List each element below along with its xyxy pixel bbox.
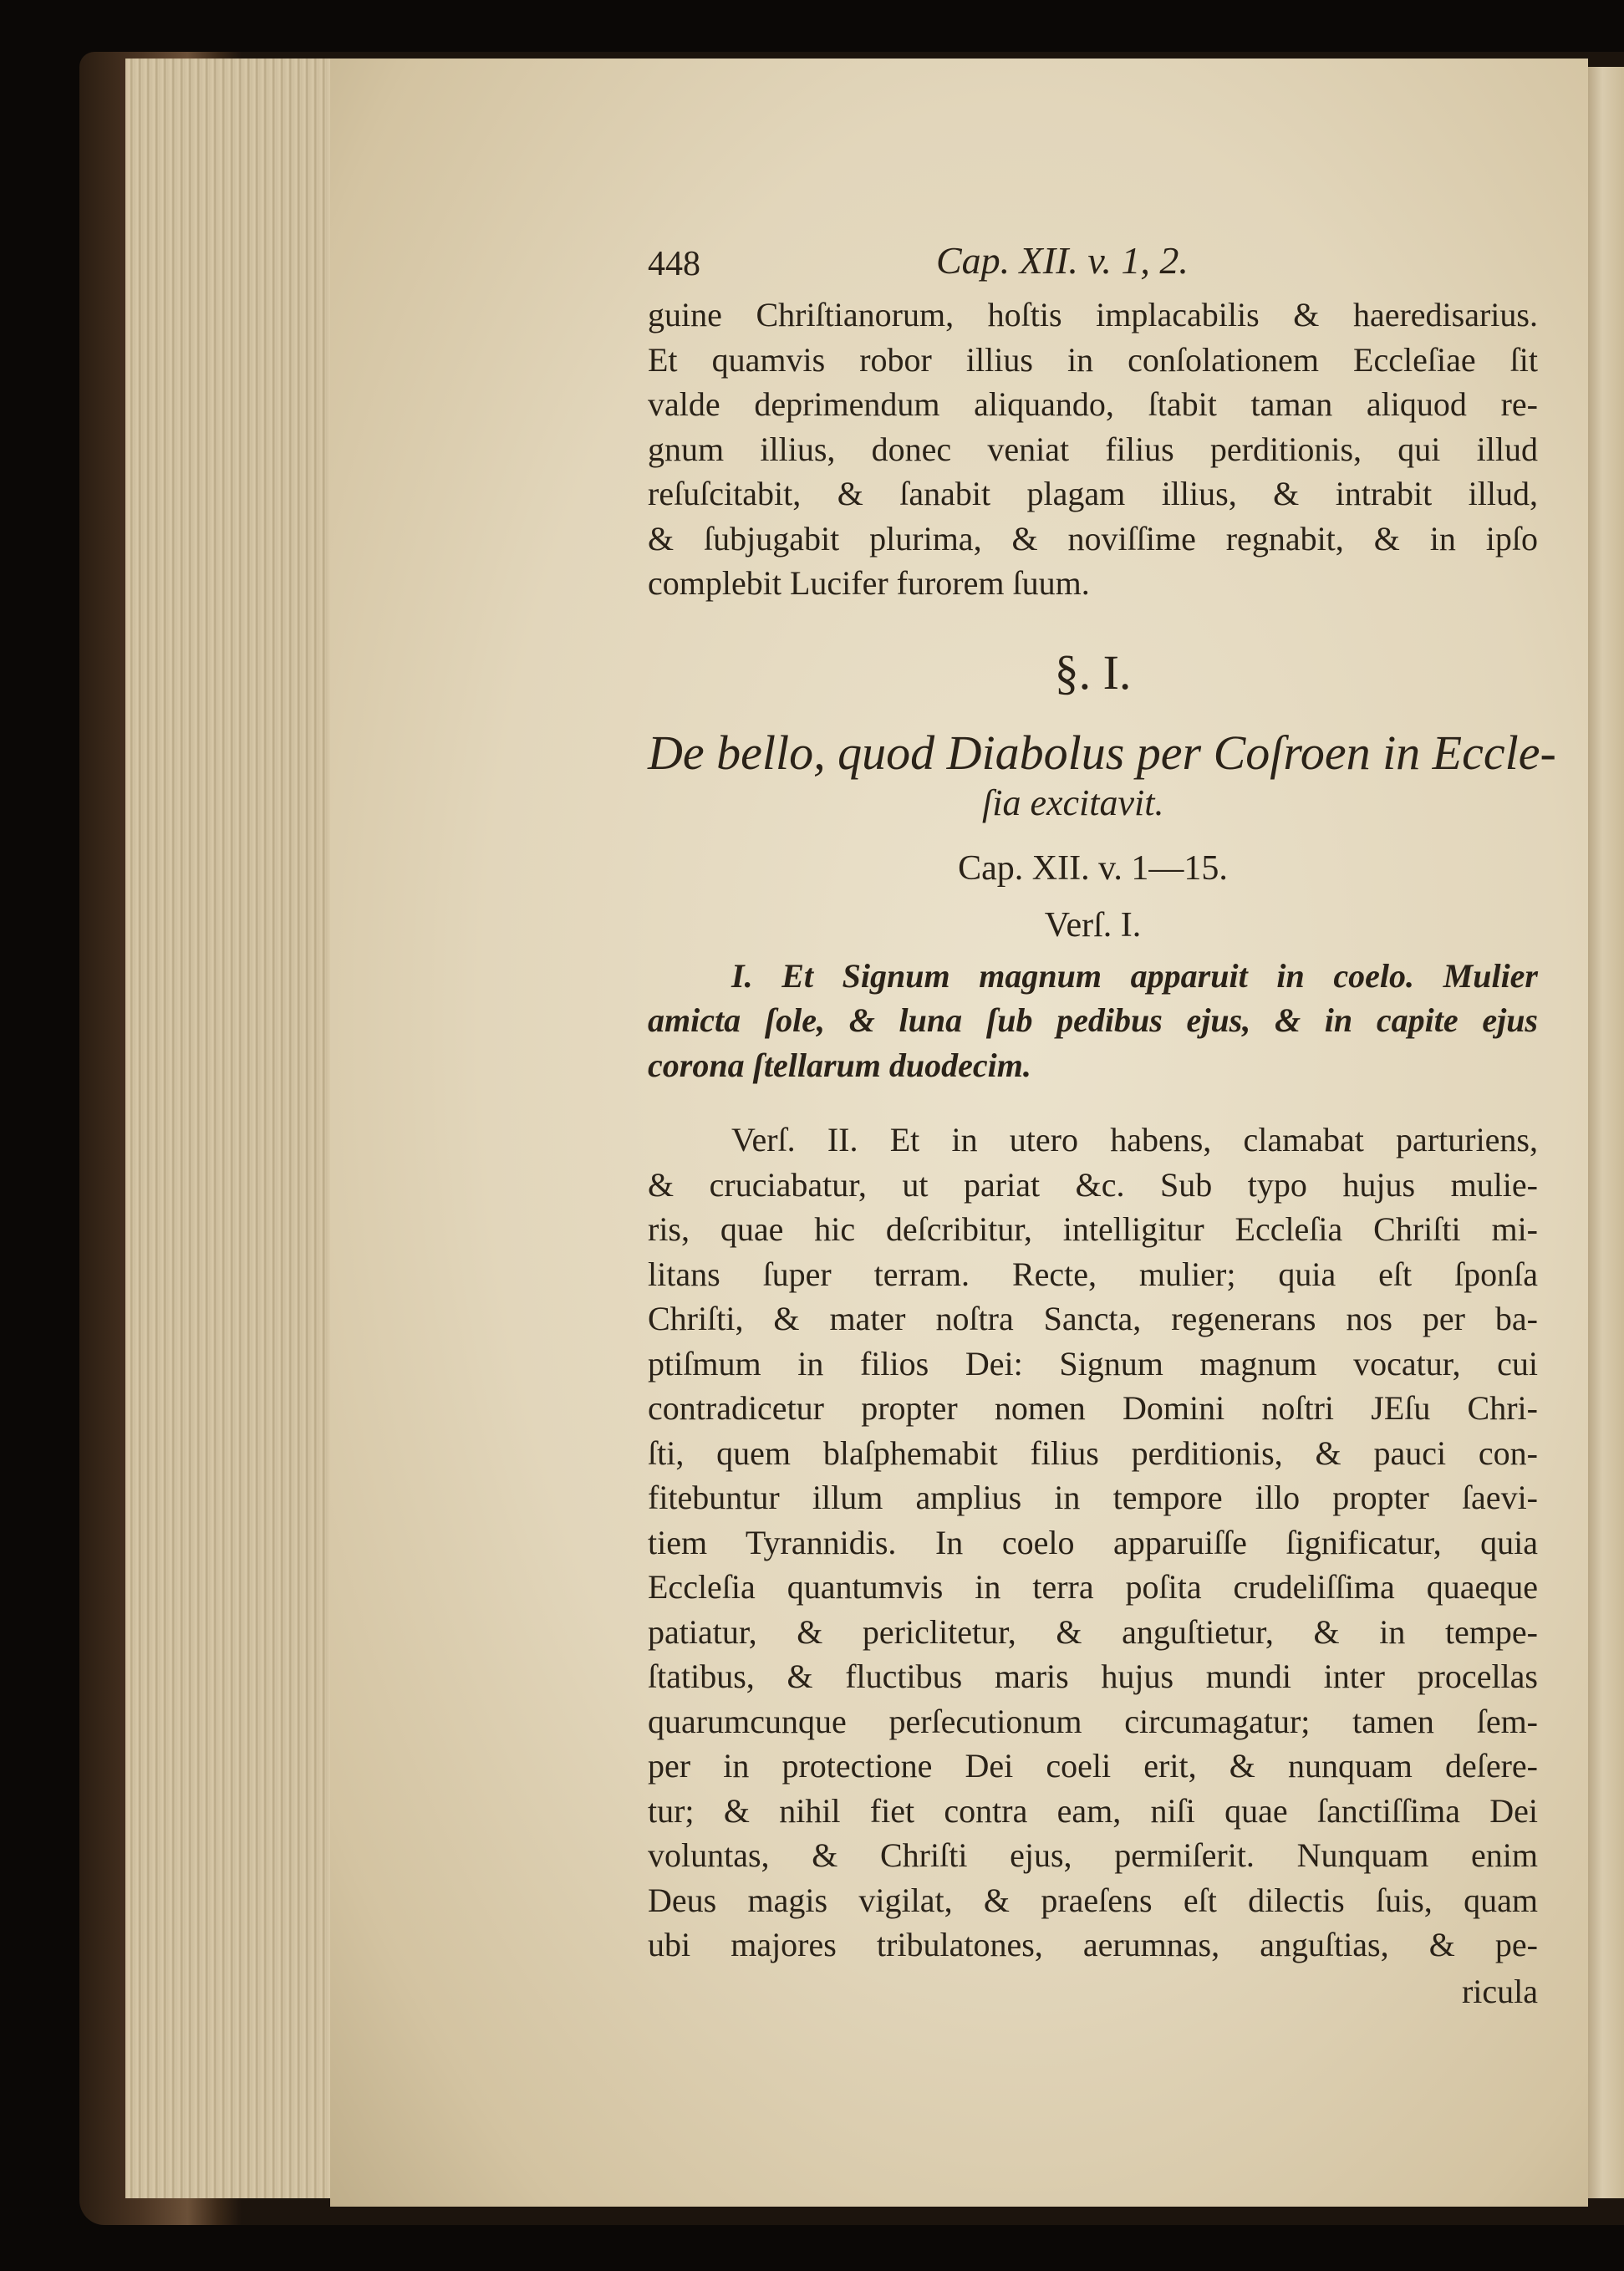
text-line: tur; & nihil fiet contra eam, niſi quae ſanctiſſima Dei — [648, 1791, 1538, 1830]
text-line: & ſubjugabit plurima, & noviſſime regnabit, & in ipſo — [648, 519, 1538, 558]
text-line: gnum illius, donec veniat filius perditionis, qui illud — [648, 430, 1538, 468]
text-line: tiem Tyrannidis. In coelo apparuiſſe ſignificatur, quia — [648, 1523, 1538, 1561]
section-title-line: De bello, quod Diabolus per Coſroen in Eccle- — [648, 725, 1556, 780]
text-line: voluntas, & Chriſti ejus, permiſerit. Nunquam enim — [648, 1836, 1538, 1874]
text-line: ſtatibus, & fluctibus maris hujus mundi inter procellas — [648, 1657, 1538, 1695]
text-line: quarumcunque perſecutionum circumagatur; tamen ſem- — [648, 1702, 1538, 1740]
text-line: & cruciabatur, ut pariat &c. Sub typo hujus mulie- — [648, 1165, 1538, 1204]
text-line: Deus magis vigilat, & praeſens eſt dilectis ſuis, quam — [648, 1881, 1538, 1919]
page-edges — [125, 59, 337, 2198]
text-line: ubi majores tribulatones, aerumnas, anguſtias, & pe- — [648, 1926, 1538, 1963]
verse-2-commentary — [648, 1118, 1538, 1968]
text-line: fitebuntur illum amplius in tempore illo propter ſaevi- — [648, 1479, 1538, 1516]
page-number: 448 — [648, 245, 700, 283]
verse-heading: Verſ. I. — [1044, 905, 1142, 945]
text-line: guine Chriſtianorum, hoſtis implacabilis & haeredisarius. — [648, 296, 1538, 334]
text-line: reſuſcitabit, & ſanabit plagam illius, & intrabit illud, — [648, 475, 1538, 512]
text-line: ris, quae hic deſcribitur, intelligitur Eccleſia Chriſti mi- — [648, 1210, 1538, 1248]
section-title-line: ſia excitavit. — [982, 782, 1164, 823]
text-line: patiatur, & periclitetur, & anguſtietur, & in tempe- — [648, 1612, 1538, 1651]
running-head — [648, 230, 1538, 293]
section-mark: §. I. — [1054, 644, 1132, 700]
text-line: complebit Lucifer furorem ſuum. — [648, 564, 1090, 602]
text-line: Eccleſia quantumvis in terra poſita crudeliſſima quaeque — [648, 1568, 1538, 1606]
text-line: ſti, quem blaſphemabit filius perditionis, & pauci con- — [648, 1433, 1538, 1472]
chapter-range: Cap. XII. v. 1—15. — [958, 848, 1228, 888]
text-line: litans ſuper terram. Recte, mulier; quia eſt ſponſa — [648, 1255, 1538, 1293]
text-line: I. Et Signum magnum apparuit in coelo. Mulier — [731, 956, 1538, 995]
text-line: valde deprimendum aliquando, ſtabit taman aliquod re- — [648, 385, 1538, 423]
text-line: Verſ. II. Et in utero habens, clamabat parturiens, — [731, 1121, 1538, 1158]
text-line: ptiſmum in filios Dei: Signum magnum vocatur, cui — [648, 1344, 1538, 1382]
catchword: ricula — [1461, 1972, 1538, 2010]
intro-paragraph — [648, 293, 1538, 606]
verse-1-text — [648, 954, 1538, 1088]
next-page-edge — [1588, 67, 1624, 2198]
text-line: Et quamvis robor illius in conſolationem Eccleſiae ſit — [648, 340, 1538, 379]
text-line: corona ſtellarum duodecim. — [648, 1046, 1031, 1084]
running-head-title: Cap. XII. v. 1, 2. — [936, 239, 1189, 282]
text-line: per in protectione Dei coeli erit, & nunquam deſere- — [648, 1747, 1538, 1785]
text-line: amicta ſole, & luna ſub pedibus ejus, & in capite ejus — [648, 1001, 1538, 1039]
text-line: contradicetur propter nomen Domini noſtri JEſu Chri- — [648, 1389, 1538, 1427]
page-text — [648, 230, 1556, 2014]
text-line: Chriſti, & mater noſtra Sancta, regenerans nos per ba- — [648, 1300, 1538, 1337]
section-title — [648, 725, 1556, 827]
